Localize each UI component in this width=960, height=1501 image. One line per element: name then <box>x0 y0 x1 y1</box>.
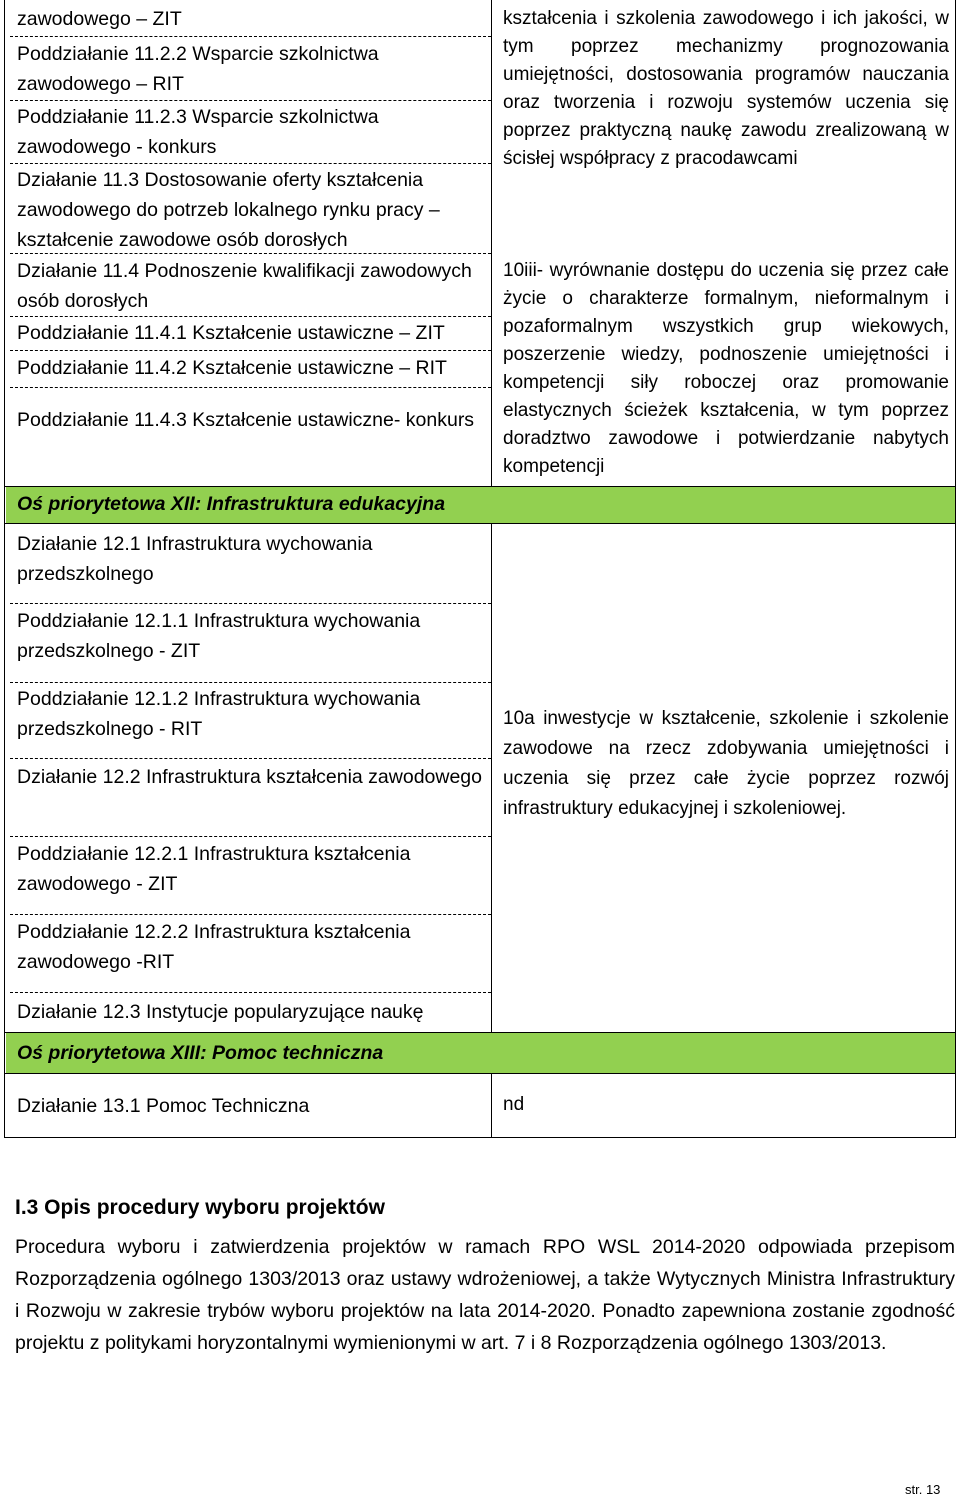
section-heading: I.3 Opis procedury wyboru projektów <box>15 1196 385 1219</box>
priority-nd: nd <box>503 1094 525 1115</box>
left-row-3: Poddziałanie 11.2.3 Wsparcie szkolnictwa zawodowego - konkurs <box>17 106 379 158</box>
page-number: str. 13 <box>905 1482 941 1497</box>
investment-priority-10a: 10a inwestycje w kształcenie, szkolenie i szkolenie zawodowe na rzecz zdobywania umiejętności i uczenia się przez całe życie poprzez rozwój infrastruktury edukacyjnej i szkoleniowej. <box>503 708 949 819</box>
priority-axis-12: Oś priorytetowa XII: Infrastruktura edukacyjna <box>6 487 955 523</box>
row-separator <box>10 682 491 683</box>
left-row-11: Poddziałanie 12.1.2 Infrastruktura wychowania przedszkolnego - RIT <box>17 688 421 740</box>
investment-priority-10iv-text: kształcenia i szkolenia zawodowego i ich jakości, w tym poprzez mechanizmy prognozowania umiejętności, dostosowania programów nauczania oraz tworzenia i rozwoju systemów uczenia się poprzez praktyczną naukę zawodu zrealizowaną w ścisłej współpracy z pracodawcami <box>503 8 949 169</box>
priority-axis-13: Oś priorytetowa XIII: Pomoc techniczna <box>6 1033 955 1073</box>
left-row-13: Poddziałanie 12.2.1 Infrastruktura kształcenia zawodowego - ZIT <box>17 843 411 895</box>
row-separator <box>10 387 491 388</box>
row-separator <box>10 316 491 317</box>
row-separator <box>10 836 491 837</box>
left-row-1: zawodowego – ZIT <box>17 8 182 30</box>
left-row-7: Poddziałanie 11.4.2 Kształcenie ustawiczne – RIT <box>17 357 447 379</box>
row-separator <box>10 253 491 254</box>
left-row-2: Poddziałanie 11.2.2 Wsparcie szkolnictwa zawodowego – RIT <box>17 43 379 95</box>
column-divider <box>491 0 492 1137</box>
left-row-6: Poddziałanie 11.4.1 Kształcenie ustawiczne – ZIT <box>17 322 445 344</box>
left-row-16: Działanie 13.1 Pomoc Techniczna <box>17 1095 310 1117</box>
row-separator <box>10 992 491 993</box>
section-paragraph: Procedura wyboru i zatwierdzenia projektów w ramach RPO WSL 2014-2020 odpowiada przepisom Rozporządzenia ogólnego 1303/2013 oraz ustawy wdrożeniowej, a także Wytycznych Ministra Infrastruktury i Rozwoju w zakresie trybów wyboru projektów na lata 2014-2020. Ponadto zapewniona zostanie zgodność projektu z politykami horyzontalnymi wymienionymi w art. 7 i 8 Rozporządzenia ogólnego 1303/2013. <box>15 1236 955 1354</box>
left-row-4: Działanie 11.3 Dostosowanie oferty kształcenia zawodowego do potrzeb lokalnego rynku pracy – kształcenie zawodowe osób dorosłych <box>17 169 440 251</box>
left-row-9: Działanie 12.1 Infrastruktura wychowania przedszkolnego <box>17 533 373 585</box>
left-row-15: Działanie 12.3 Instytucje popularyzujące naukę <box>17 1001 424 1023</box>
investment-priority-10iii: 10iii- wyrównanie dostępu do uczenia się przez całe życie o charakterze formalnym, nieformalnym i pozaformalnym wszystkich grup wiekowych, poszerzenie wiedzy, podnoszenie umiejętności i kompetencji siły roboczej oraz promowanie elastycznych ścieżek kształcenia, w tym poprzez doradztwo zawodowe i potwierdzanie nabytych kompetencji <box>503 260 949 477</box>
row-border <box>5 1073 955 1074</box>
left-row-14: Poddziałanie 12.2.2 Infrastruktura kształcenia zawodowego -RIT <box>17 921 411 973</box>
row-border <box>5 523 955 524</box>
row-separator <box>10 350 491 351</box>
row-separator <box>10 758 491 759</box>
row-separator <box>10 603 491 604</box>
row-separator <box>10 914 491 915</box>
left-row-5: Działanie 11.4 Podnoszenie kwalifikacji zawodowych osób dorosłych <box>17 260 472 312</box>
left-row-10: Poddziałanie 12.1.1 Infrastruktura wychowania przedszkolnego - ZIT <box>17 610 421 662</box>
program-table <box>4 0 956 1138</box>
row-separator <box>10 163 491 164</box>
left-row-8: Poddziałanie 11.4.3 Kształcenie ustawiczne- konkurs <box>17 409 475 431</box>
row-separator <box>10 100 491 101</box>
row-separator <box>10 36 491 37</box>
left-row-12: Działanie 12.2 Infrastruktura kształcenia zawodowego <box>17 766 483 788</box>
